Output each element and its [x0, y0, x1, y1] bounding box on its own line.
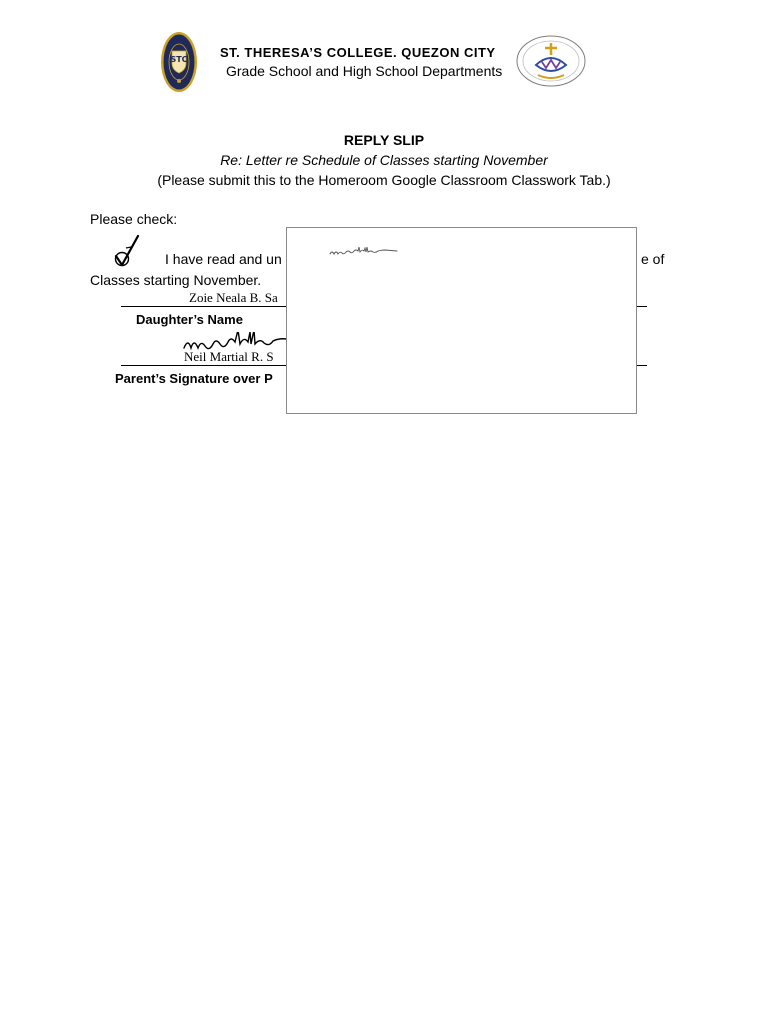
svg-text:STC: STC — [170, 55, 188, 64]
submission-instruction: (Please submit this to the Homeroom Google Classroom Classwork Tab.) — [157, 172, 611, 188]
statement-text-line2: Classes starting November. — [90, 272, 262, 288]
daughter-name-value: Zoie Neala B. Sa — [189, 290, 278, 305]
daughter-name-label: Daughter’s Name — [136, 312, 243, 327]
overlay-box — [286, 227, 637, 414]
school-crest-icon — [160, 31, 198, 93]
parent-name-value: Neil Martial R. S — [184, 349, 274, 364]
statement-text-part1: I have read and un — [165, 251, 282, 267]
school-seal-icon — [516, 35, 586, 87]
school-name: ST. THERESA’S COLLEGE. QUEZON CITY — [220, 45, 496, 60]
statement-text-part2: e of — [641, 251, 665, 267]
school-seal-logo — [516, 35, 586, 87]
please-check-label: Please check: — [90, 211, 178, 227]
school-crest-logo — [160, 31, 198, 93]
department-name: Grade School and High School Departments — [226, 63, 503, 79]
parent-signature-label: Parent’s Signature over P — [115, 371, 273, 386]
reply-slip-title: REPLY SLIP — [343, 132, 425, 148]
regarding-line: Re: Letter re Schedule of Classes starting November — [220, 152, 548, 168]
checkmark-icon — [112, 234, 142, 268]
overlay-signature — [328, 246, 408, 258]
